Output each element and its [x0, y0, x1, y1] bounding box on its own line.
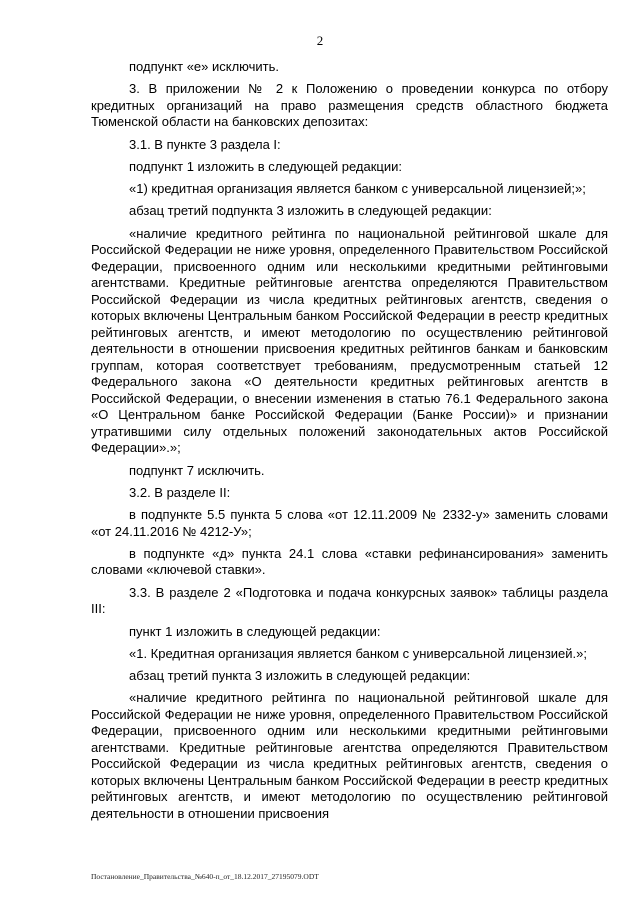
paragraph-subitem-d-24-1: в подпункте «д» пункта 24.1 слова «ставки рефинансирования» заменить словами «ключевой ставки». [91, 545, 608, 578]
paragraph-subitem-1-intro: подпункт 1 изложить в следующей редакции: [129, 158, 403, 174]
paragraph-exclude-subitem-7: подпункт 7 исключить. [129, 462, 265, 478]
paragraph-3-1-heading: 3.1. В пункте 3 раздела I: [129, 136, 281, 152]
paragraph-credit-rating-text-2: «наличие кредитного рейтинга по национальной рейтинговой шкале для Российской Федерации не ниже уровня, определенного Правительством Российской Федерации, присвоенного одним или несколькими кредитными рейтинговыми агентствами. Кредитные рейтинговые агентства определяются Правительством Российской Федерации из числа кредитных рейтинговых агентств, сведения о которых включены Центральным банком Российской Федерации в реестр кредитных рейтинговых агентств, и имеют методологию по осуществлению рейтинговой деятельности в отношении присвоения [91, 690, 608, 821]
paragraph-item-3-intro: абзац третий пункта 3 изложить в следующей редакции: [129, 668, 471, 684]
paragraph-subitem-5-5: в подпункте 5.5 пункта 5 слова «от 12.11.2009 № 2332-у» заменить словами «от 24.11.2016 № 4212-У»; [91, 507, 608, 539]
paragraph-subitem-1-text: «1) кредитная организация является банком с универсальной лицензией;»; [129, 181, 586, 197]
document-footer: Постановление_Правительства_№640-п_от_18.12.2017_27195079.ODT [91, 872, 319, 881]
document-body [91, 59, 608, 828]
paragraph-item-1-intro: пункт 1 изложить в следующей редакции: [129, 623, 381, 639]
paragraph-subitem-3-intro: абзац третий подпункта 3 изложить в следующей редакции: [129, 203, 492, 219]
paragraph-exclude-subitem-e: подпункт «е» исключить. [129, 59, 280, 74]
paragraph-3-2-heading: 3.2. В разделе II: [129, 484, 231, 500]
paragraph-credit-rating-text: «наличие кредитного рейтинга по национальной рейтинговой шкале для Российской Федерации не ниже уровня, определенного Правительством Российской Федерации, присвоенного одним или несколькими кредитными рейтинговыми агентствами. Кредитные рейтинговые агентства определяются Правительством Российской Федерации из числа кредитных рейтинговых агентств, сведения о которых включены Центральным банком Российской Федерации в реестр кредитных рейтинговых агентств, и имеют методологию по осуществлению рейтинговой деятельности в отношении присвоения кредитных рейтингов банкам и банковским группам, которая соответствует требованиям, предусмотренным статьей 12 Федерального закона «О деятельности кредитных рейтинговых агентств в Российской Федерации, о внесении изменения в статью 76.1 Федерального закона «О Центральном банке Российской Федерации (Банке России)» и признании утратившими силу отдельных положений законодательных актов Российской Федерации».»; [91, 225, 608, 456]
paragraph-item-3-appendix-2: 3. В приложении № 2 к Положению о проведении конкурса по отбору кредитных организаций на право размещения средств областного бюджета Тюменской области на банковских депозитах: [91, 81, 608, 130]
paragraph-3-3-heading: 3.3. В разделе 2 «Подготовка и подача конкурсных заявок» таблицы раздела III: [91, 584, 608, 617]
paragraph-item-1-text: «1. Кредитная организация является банком с универсальной лицензией.»; [129, 645, 587, 661]
page-number: 2 [316, 33, 324, 48]
